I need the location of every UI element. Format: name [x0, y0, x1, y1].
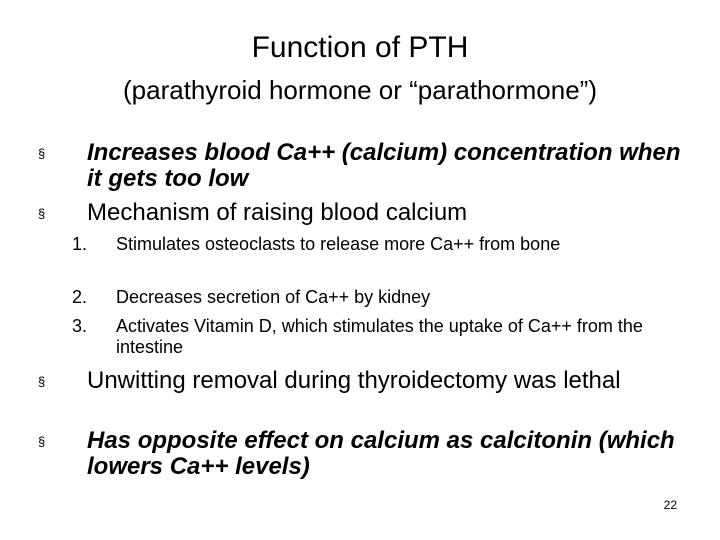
subitem-text: Activates Vitamin D, which stimulates the uptake of Ca++ from the intestine	[116, 316, 643, 357]
bullet-marker: §	[38, 206, 46, 221]
subitem-number: 1.	[72, 234, 88, 254]
slide-title: Function of PTH	[251, 31, 469, 64]
bullet-text: Has opposite effect on calcium as calcitonin (which lowers Ca++ levels)	[87, 427, 675, 480]
bullet-marker: §	[38, 374, 46, 389]
bullet-text: Increases blood Ca++ (calcium) concentration when it gets too low	[87, 139, 681, 192]
bullet-marker: §	[38, 146, 46, 161]
slide-subtitle: (parathyroid hormone or “parathormone”)	[123, 75, 597, 105]
bullet-marker: §	[38, 434, 46, 449]
subitem-number: 3.	[72, 316, 88, 336]
subitem-text: Stimulates osteoclasts to release more Ca++ from bone	[116, 234, 561, 254]
page-number: 22	[663, 498, 677, 512]
subitem-number: 2.	[72, 287, 88, 307]
subitem-text: Decreases secretion of Ca++ by kidney	[116, 287, 431, 307]
bullet-text: Mechanism of raising blood calcium	[87, 199, 468, 226]
bullet-text: Unwitting removal during thyroidectomy was lethal	[87, 367, 621, 394]
